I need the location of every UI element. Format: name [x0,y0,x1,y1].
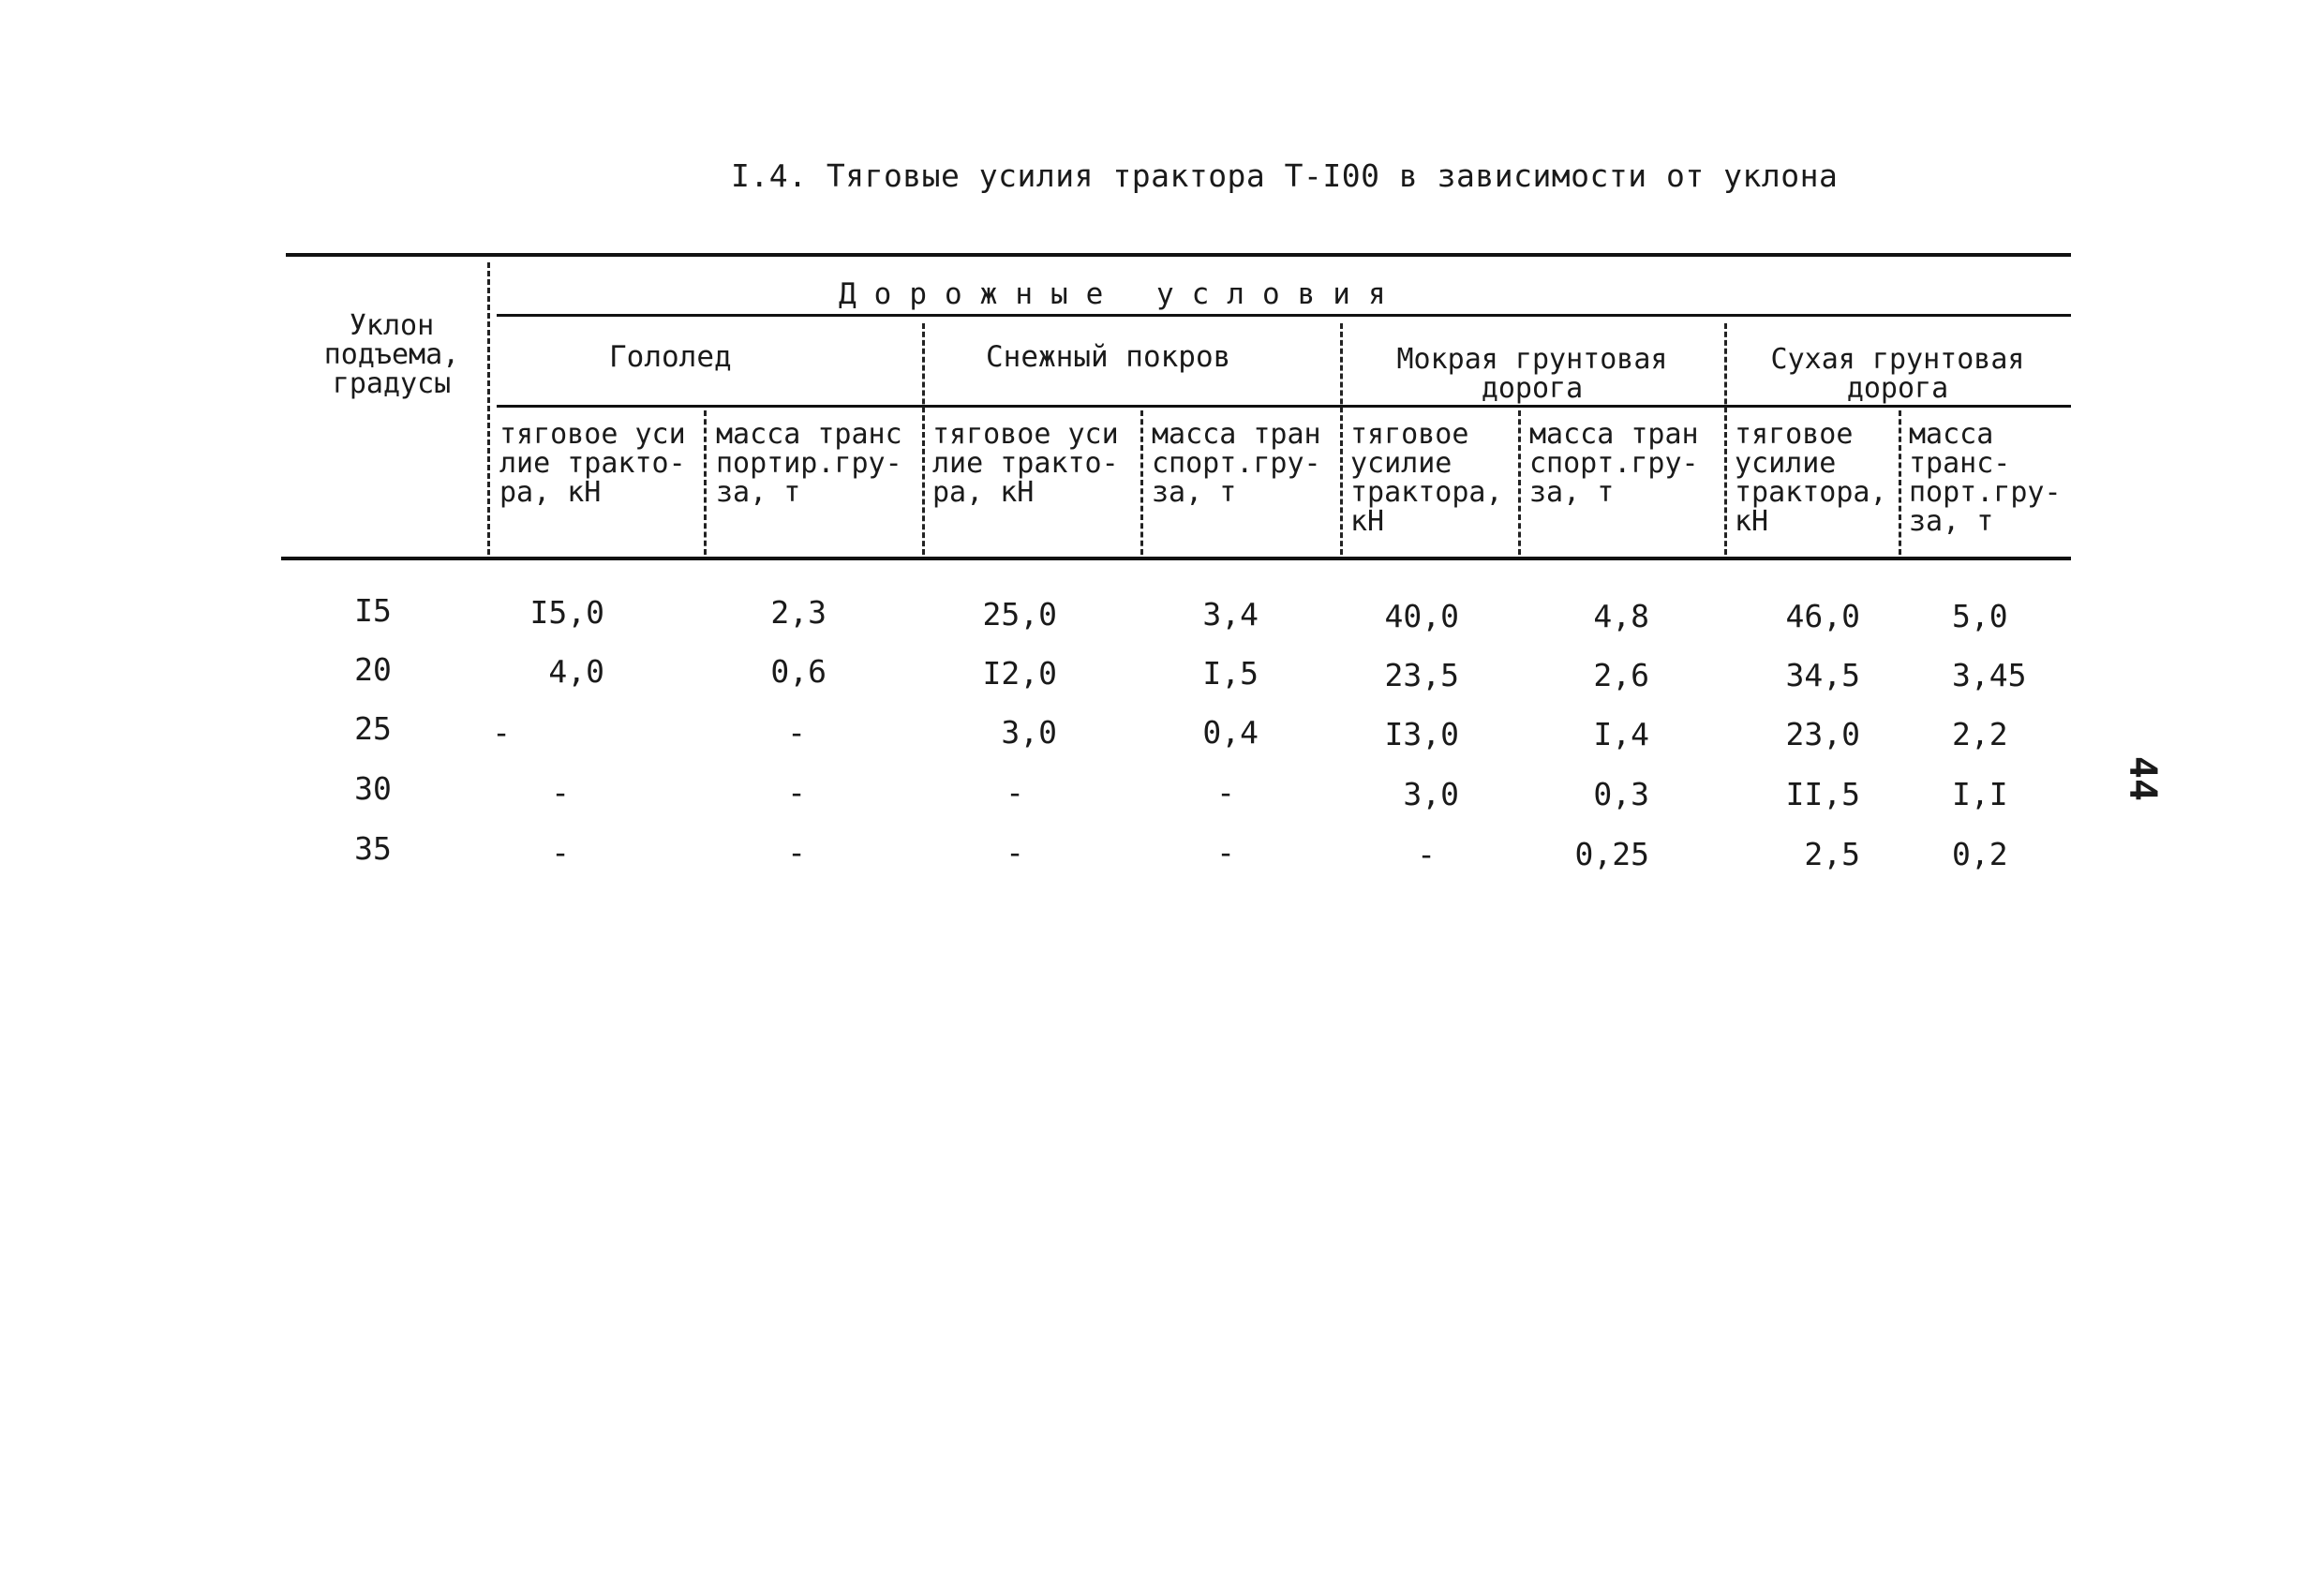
cell-value: 2,3 [770,594,827,631]
cell-value: 4,8 [1593,598,1649,634]
cell-value: I2,0 [982,655,1057,692]
subheader-wet-force: тяговое усилие трактора, кН [1350,418,1503,538]
cell-value: - [787,714,806,751]
separator-col-6 [1518,410,1521,555]
separator-group-4 [1724,323,1727,555]
table-title: I.4. Тяговые усилия трактора Т-I00 в зависимости от уклона [731,157,1839,194]
cell-value: - [1417,836,1436,872]
cell-value: II,5 [1785,776,1860,812]
cell-value: 23,0 [1785,716,1860,752]
cell-value: 0,6 [770,653,827,690]
group-rule [497,405,2071,408]
cell-value: 46,0 [1785,598,1860,634]
slope-value: I5 [354,592,392,629]
road-conditions-rule [497,314,2071,317]
cell-value: 0,2 [1952,836,2008,872]
header-road-conditions: Дорожные условия [839,277,1404,311]
subheader-ice-mass: масса транс портир.гру- за, т [716,418,902,509]
cell-value: - [1216,774,1235,811]
cell-value: 23,5 [1384,657,1459,693]
subheader-ice-force: тяговое уси лие тракто- ра, кН [499,418,686,509]
cell-value: 4,0 [548,653,604,690]
cell-value: - [1216,834,1235,871]
separator-col-8 [1899,410,1901,555]
cell-value: - [551,834,570,871]
cell-value: 0,4 [1202,714,1259,751]
cell-value: 40,0 [1384,598,1459,634]
cell-value: - [787,774,806,811]
slope-value: 20 [354,651,392,688]
cell-value: I,I [1952,776,2008,812]
cell-value: 25,0 [982,596,1057,633]
cell-value: - [551,774,570,811]
page-number: 44 [2121,755,2165,802]
slope-value: 30 [354,770,392,807]
slope-value: 35 [354,830,392,867]
cell-value: 34,5 [1785,657,1860,693]
cell-value: 2,6 [1593,657,1649,693]
separator-slope [487,262,490,555]
cell-value: 0,25 [1574,836,1649,872]
separator-col-4 [1140,410,1143,555]
slope-value: 25 [354,710,392,747]
subheader-wet-mass: масса тран спорт.гру- за, т [1529,418,1699,509]
cell-value: - [1006,834,1024,871]
cell-value: I5,0 [529,594,604,631]
cell-value: 5,0 [1952,598,2008,634]
cell-value: I,4 [1593,716,1649,752]
separator-group-2 [922,323,925,555]
separator-group-3 [1340,323,1343,555]
group-snow: Снежный покров [986,340,1231,374]
cell-value: 2,2 [1952,716,2008,752]
separator-col-2 [704,410,707,555]
cell-value: - [1006,774,1024,811]
group-wet-road: Мокрая грунтовая дорога [1396,343,1668,405]
subheader-snow-mass: масса тран спорт.гру- за, т [1152,418,1321,509]
subheader-dry-mass: масса транс- порт.гру- за, т [1909,418,2062,538]
header-bottom-rule [281,557,2071,560]
group-ice: Гололед [609,340,732,374]
cell-value: - [787,834,806,871]
cell-value: 3,0 [1403,776,1459,812]
cell-value: I3,0 [1384,716,1459,752]
cell-value: 0,3 [1593,776,1649,812]
cell-value: 3,45 [1952,657,2027,693]
cell-value: I,5 [1202,655,1259,692]
group-dry-road: Сухая грунтовая дорога [1770,343,2025,405]
header-slope: Уклон подъема, градусы [323,309,460,400]
cell-value: 2,5 [1804,836,1860,872]
subheader-dry-force: тяговое усилие трактора, кН [1735,418,1887,538]
table-top-rule [286,253,2071,257]
cell-value: 3,0 [1001,714,1057,751]
cell-value: 3,4 [1202,596,1259,633]
cell-value: - [492,714,511,751]
subheader-snow-force: тяговое уси лие тракто- ра, кН [932,418,1119,509]
